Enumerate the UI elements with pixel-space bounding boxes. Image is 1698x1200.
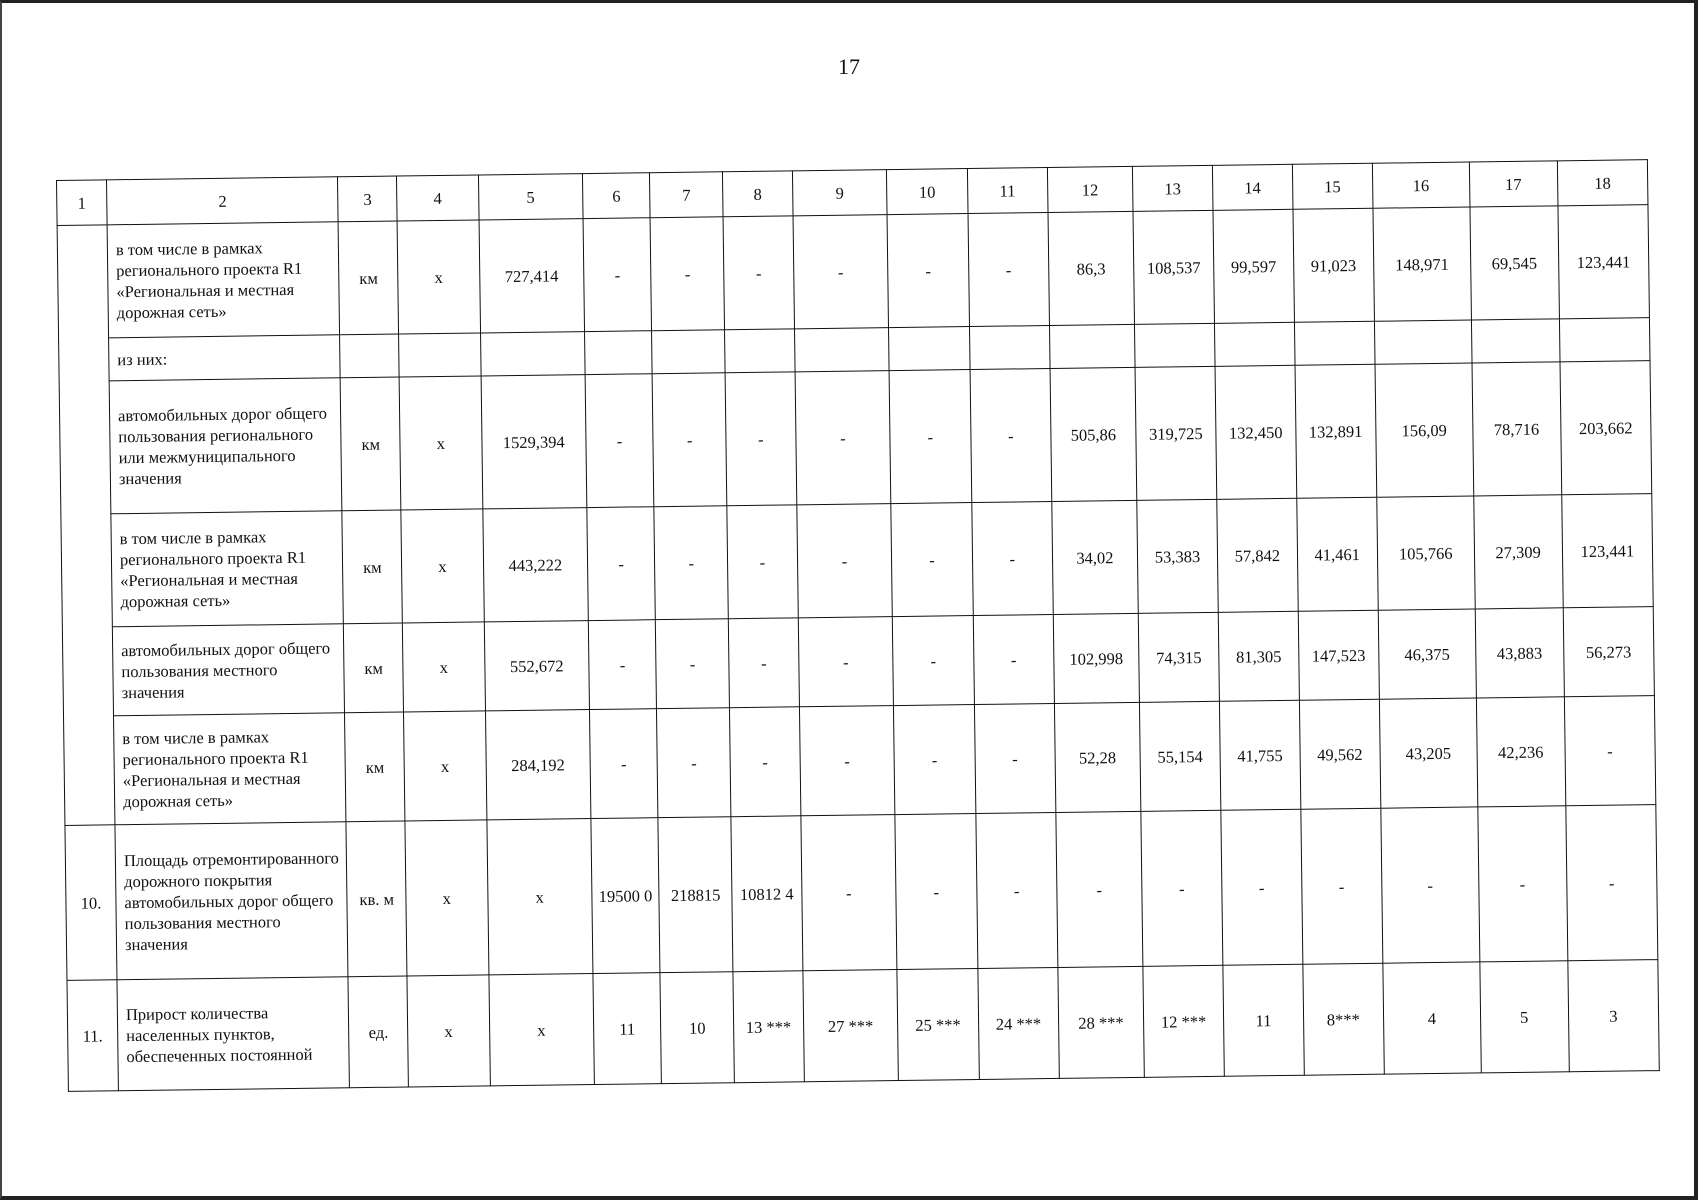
- value-cell: 105,766: [1377, 496, 1475, 610]
- value-cell: 19500 0: [591, 818, 660, 974]
- value-cell: [1050, 324, 1135, 368]
- value-cell: -: [973, 614, 1055, 704]
- value-cell: -: [657, 708, 731, 818]
- value-cell: -: [650, 217, 724, 331]
- value-cell: x: [489, 974, 595, 1086]
- row-description: автомобильных дорог общего пользования местного значения: [112, 624, 345, 716]
- value-cell: 11: [593, 973, 662, 1085]
- value-cell: -: [1565, 805, 1657, 961]
- value-cell: 443,222: [482, 508, 588, 622]
- value-cell: -: [895, 814, 977, 970]
- value-cell: -: [887, 214, 969, 328]
- value-cell: -: [889, 370, 971, 504]
- value-cell: 53,383: [1137, 499, 1219, 613]
- value-cell: [399, 333, 481, 377]
- value-cell: 27 ***: [803, 970, 899, 1082]
- value-cell: [1134, 323, 1215, 367]
- value-cell: 148,971: [1373, 207, 1471, 321]
- value-cell: x: [402, 622, 485, 712]
- value-cell: 99,597: [1213, 209, 1294, 323]
- col-header: 6: [582, 173, 650, 219]
- value-cell: -: [968, 213, 1050, 327]
- value-cell: 203,662: [1560, 361, 1652, 495]
- value-cell: -: [1477, 806, 1567, 962]
- value-cell: -: [1300, 808, 1382, 964]
- value-cell: -: [589, 709, 658, 819]
- value-cell: -: [728, 618, 799, 708]
- row-number-cell: 10.: [65, 825, 117, 981]
- value-cell: -: [975, 812, 1057, 968]
- value-cell: -: [1381, 807, 1480, 963]
- value-cell: 56,273: [1563, 607, 1655, 697]
- value-cell: 49,562: [1299, 699, 1381, 809]
- unit-cell: км: [341, 377, 401, 511]
- value-cell: x: [401, 509, 484, 623]
- value-cell: [480, 332, 585, 376]
- value-cell: [1471, 319, 1560, 363]
- col-header: 7: [650, 172, 723, 218]
- value-cell: -: [892, 616, 974, 706]
- col-header: 16: [1372, 162, 1469, 208]
- value-cell: x: [397, 220, 480, 334]
- value-cell: [1374, 320, 1471, 364]
- table-row: [61, 494, 1653, 628]
- col-header: 3: [338, 176, 397, 222]
- value-cell: -: [798, 617, 894, 707]
- value-cell: -: [1221, 809, 1302, 965]
- table-row: [57, 205, 1649, 339]
- col-header: 2: [106, 177, 338, 225]
- value-cell: -: [654, 506, 728, 620]
- value-cell: 86,3: [1048, 211, 1134, 325]
- value-cell: -: [796, 504, 892, 618]
- value-cell: 10812 4: [731, 816, 803, 972]
- col-header: 9: [792, 170, 887, 216]
- value-cell: 123,441: [1558, 205, 1650, 319]
- value-cell: 147,523: [1298, 610, 1380, 700]
- value-cell: 69,545: [1470, 206, 1559, 320]
- col-header: 11: [967, 168, 1048, 214]
- unit-cell: [340, 334, 399, 378]
- value-cell: 28 ***: [1058, 966, 1144, 1078]
- value-cell: x: [399, 376, 482, 510]
- row-description: из них:: [109, 335, 341, 381]
- value-cell: 108,537: [1133, 210, 1215, 324]
- value-cell: -: [652, 373, 727, 507]
- row-description: Прирост количества населенных пунктов, обеспеченных постоянной: [117, 977, 350, 1091]
- col-header: 15: [1292, 163, 1373, 209]
- page-number: 17: [838, 54, 860, 79]
- value-cell: -: [801, 815, 898, 971]
- value-cell: 10: [660, 972, 734, 1084]
- value-cell: 505,86: [1050, 367, 1136, 501]
- value-cell: [969, 326, 1050, 370]
- value-cell: -: [723, 216, 794, 330]
- unit-cell: ед.: [348, 976, 408, 1088]
- value-cell: 27,309: [1473, 495, 1562, 609]
- row-description: в том числе в рамках регионального проекта R1 «Региональная и местная дорожная сеть»: [107, 222, 340, 338]
- value-cell: 132,450: [1215, 365, 1296, 499]
- value-cell: -: [894, 705, 976, 815]
- value-cell: 3: [1568, 960, 1660, 1072]
- row-number-cell: [57, 225, 115, 826]
- col-header: 5: [478, 174, 583, 220]
- value-cell: -: [974, 703, 1056, 813]
- table-row: [65, 805, 1658, 981]
- row-number-cell: 11.: [67, 980, 118, 1092]
- value-cell: [889, 327, 970, 371]
- value-cell: 552,672: [484, 621, 589, 711]
- value-cell: -: [970, 369, 1052, 503]
- value-cell: -: [1056, 811, 1143, 967]
- value-cell: 123,441: [1561, 494, 1653, 608]
- value-cell: 55,154: [1139, 701, 1221, 811]
- value-cell: 91,023: [1293, 208, 1375, 322]
- value-cell: -: [891, 503, 973, 617]
- table-row: [64, 696, 1656, 826]
- value-cell: [725, 329, 795, 373]
- value-cell: 319,725: [1135, 366, 1217, 500]
- value-cell: 8***: [1302, 963, 1384, 1075]
- col-header: 10: [887, 169, 968, 215]
- row-description: в том числе в рамках регионального проекта R1 «Региональная и местная дорожная сеть»: [111, 511, 344, 627]
- value-cell: 5: [1479, 961, 1568, 1073]
- value-cell: 52,28: [1054, 702, 1140, 812]
- value-cell: -: [795, 371, 891, 505]
- value-cell: -: [585, 374, 654, 508]
- unit-cell: кв. м: [346, 821, 407, 977]
- value-cell: 43,205: [1379, 698, 1477, 808]
- value-cell: 74,315: [1138, 612, 1220, 702]
- value-cell: x: [404, 711, 487, 821]
- value-cell: 11: [1223, 964, 1304, 1076]
- value-cell: -: [1141, 810, 1223, 966]
- value-cell: 102,998: [1053, 613, 1139, 703]
- value-cell: [1215, 322, 1295, 366]
- value-cell: x: [405, 820, 489, 976]
- row-description: автомобильных дорог общего пользования регионального или межмуниципального значения: [109, 378, 342, 514]
- col-header: 1: [57, 180, 108, 226]
- value-cell: 57,842: [1217, 498, 1298, 612]
- value-cell: 12 ***: [1143, 965, 1225, 1077]
- col-header: 14: [1213, 164, 1293, 210]
- value-cell: 34,02: [1052, 500, 1138, 614]
- value-cell: 81,305: [1218, 611, 1298, 701]
- value-cell: 218815: [658, 817, 733, 973]
- value-cell: x: [407, 975, 490, 1087]
- value-cell: -: [587, 507, 656, 621]
- table-row: [59, 361, 1652, 515]
- value-cell: -: [583, 218, 652, 332]
- value-cell: 727,414: [479, 219, 585, 333]
- value-cell: 156,09: [1375, 363, 1473, 497]
- value-cell: 24 ***: [978, 967, 1060, 1079]
- value-cell: 4: [1383, 962, 1481, 1074]
- value-cell: -: [730, 707, 801, 817]
- value-cell: 284,192: [485, 710, 591, 820]
- value-cell: [1294, 321, 1375, 365]
- value-cell: -: [588, 620, 657, 710]
- col-header: 4: [397, 175, 479, 221]
- value-cell: -: [656, 619, 730, 709]
- value-cell: -: [799, 706, 895, 816]
- value-cell: -: [793, 215, 889, 329]
- indicators-table: [56, 159, 1660, 1092]
- unit-cell: км: [344, 623, 404, 713]
- value-cell: 25 ***: [897, 969, 979, 1081]
- unit-cell: км: [345, 712, 405, 822]
- table-row: [67, 960, 1659, 1092]
- col-header: 13: [1132, 165, 1213, 211]
- col-header: 8: [723, 171, 793, 217]
- col-header: 17: [1469, 161, 1558, 207]
- value-cell: -: [727, 505, 798, 619]
- value-cell: [794, 328, 889, 372]
- col-header: 12: [1047, 166, 1132, 212]
- value-cell: x: [487, 819, 593, 975]
- row-description: Площадь отремонтированного дорожного покрытия автомобильных дорог общего пользования местного значения: [115, 822, 348, 980]
- unit-cell: км: [339, 221, 399, 335]
- value-cell: 41,461: [1296, 497, 1378, 611]
- value-cell: 42,236: [1476, 697, 1565, 807]
- value-cell: -: [1564, 696, 1656, 806]
- value-cell: -: [971, 501, 1053, 615]
- value-cell: 1529,394: [481, 375, 587, 509]
- value-cell: 43,883: [1475, 608, 1564, 698]
- value-cell: 41,755: [1220, 700, 1301, 810]
- value-cell: [652, 330, 725, 374]
- row-description: в том числе в рамках регионального проекта R1 «Региональная и местная дорожная сеть»: [114, 713, 347, 825]
- value-cell: [1559, 318, 1650, 362]
- value-cell: [584, 331, 652, 375]
- value-cell: 78,716: [1472, 362, 1562, 496]
- value-cell: 132,891: [1295, 364, 1377, 498]
- col-header: 18: [1557, 160, 1648, 206]
- value-cell: 46,375: [1378, 609, 1476, 699]
- unit-cell: км: [342, 510, 402, 624]
- value-cell: -: [725, 372, 796, 506]
- value-cell: 13 ***: [733, 971, 804, 1083]
